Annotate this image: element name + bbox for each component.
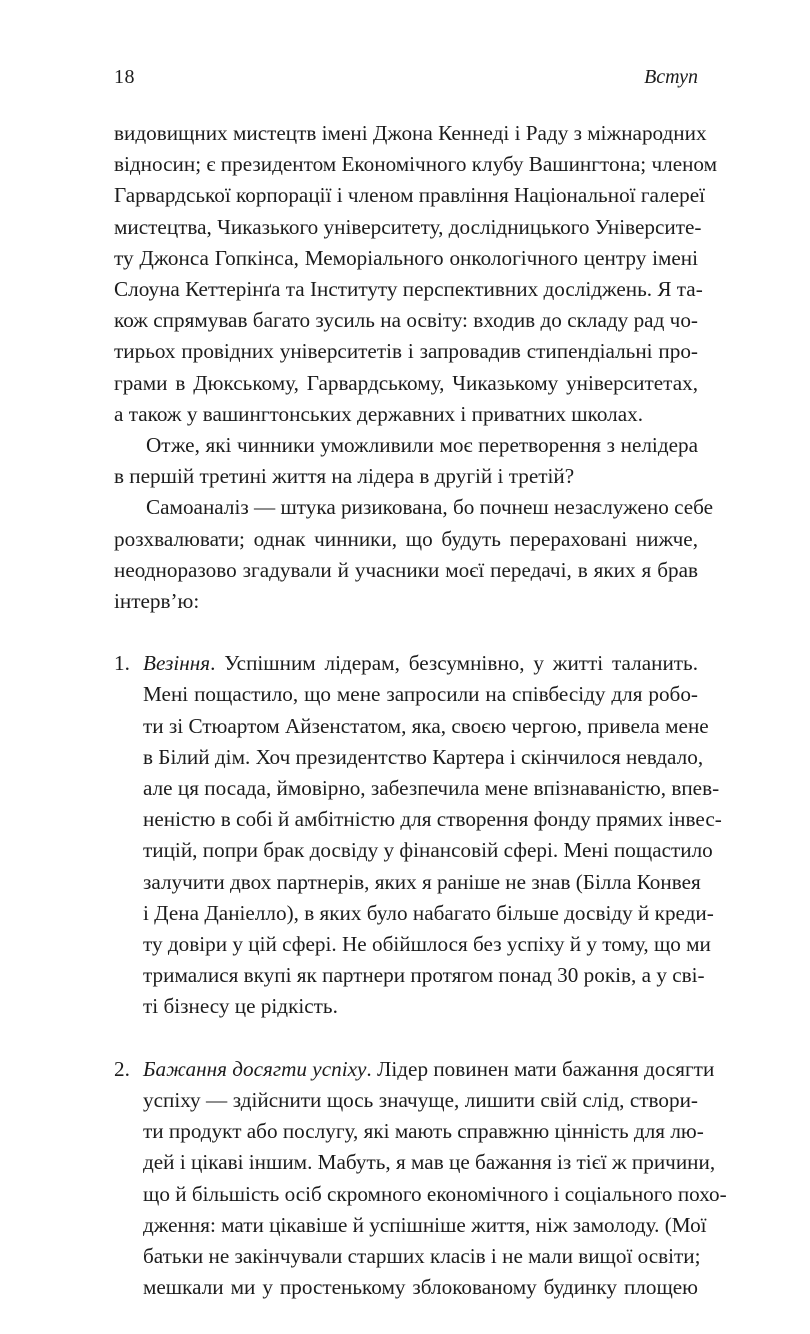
text-line: залучити двох партнерів, яких я раніше не знав (Білла Конвея (143, 869, 701, 894)
text-line: і Дена Даніелло), в яких було набагато більше досвіду й креди- (143, 900, 714, 925)
list-item-lead: Везіння (143, 651, 211, 676)
text-line: трималися вкупі як партнери протягом понад 30 років, а у сві- (143, 963, 705, 988)
text-line: Отже, які чинники уможливили моє перетворення з нелідера (146, 433, 698, 458)
text-line: ті бізнесу це рідкість. (143, 994, 338, 1019)
text-line: в Білий дім. Хоч президентство Картера і скінчилося невдало, (143, 744, 704, 769)
list-item (114, 648, 722, 1022)
running-header (114, 66, 698, 96)
text-line: але ця посада, ймовірно, забезпечила мене впізнаваністю, впев- (143, 776, 720, 801)
numbered-list (114, 648, 727, 1303)
text-line: ти зі Стюартом Айзенстатом, яка, своєю чергою, привела мене (143, 713, 709, 738)
paragraph (114, 430, 698, 492)
text-line: мешкали ми у простенькому зблокованому будинку площею (143, 1275, 698, 1300)
text-line: видовищних мистецтв імені Джона Кеннеді і Раду з міжнародних (114, 121, 707, 145)
list-item-number: 2. (114, 1056, 130, 1081)
text-line: грами в Дюкському, Гарвардському, Чиказькому університетах, (114, 370, 698, 395)
text-line: . Лідер повинен мати бажання досягти (366, 1056, 715, 1081)
text-line: Мені пощастило, що мене запросили на співбесіду для робо- (143, 682, 698, 707)
text-line: кож спрямував багато зусиль на освіту: входив до складу рад чо- (114, 308, 698, 333)
text-line: дження: мати цікавіше й успішніше життя, ніж замолоду. (Мої (143, 1212, 707, 1237)
text-line: успіху — здійснити щось значуще, лишити свій слід, створи- (143, 1087, 698, 1112)
text-line: неодноразово згадували й учасники моєї передачі, в яких я брав (114, 557, 698, 582)
text-line: ту Джонса Гопкінса, Меморіального онкологічного центру імені (114, 245, 698, 270)
paragraph (114, 492, 714, 617)
list-item-lead: Бажання досягти успіху (143, 1056, 367, 1081)
text-line: тирьох провідних університетів і запровадив стипендіальні про- (114, 339, 698, 364)
text-line: мистецтва, Чиказького університету, дослідницького Університе- (114, 214, 702, 239)
text-line: Гарвардської корпорації і членом правління Національної галереї (114, 183, 705, 208)
text-line: неністю в собі й амбітністю для створення фонду прямих інвес- (143, 807, 722, 832)
text-line: в першій третині життя на лідера в другій і третій? (114, 464, 575, 489)
text-line: що й більшість осіб скромного економічного і соціального похо- (143, 1181, 727, 1206)
text-line: ти продукт або послугу, які мають справжню цінність для лю- (143, 1119, 704, 1144)
page-number: 18 (114, 66, 135, 88)
text-line: інтерв’ю: (114, 589, 200, 614)
text-line: відносин; є президентом Економічного клубу Вашингтона; членом (114, 152, 718, 177)
text-line: тицій, попри брак досвіду у фінансовій сфері. Мені пощастило (143, 838, 713, 863)
body-text (114, 118, 727, 1334)
paragraph (114, 118, 718, 430)
text-line: а також у вашингтонських державних і приватних школах. (114, 401, 644, 426)
text-line: ту довіри у цій сфері. Не обійшлося без успіху й у тому, що ми (143, 932, 711, 957)
list-item-number: 1. (114, 651, 130, 676)
list-item (114, 1054, 727, 1304)
text-line: батьки не закінчували старших класів і не мали вищої освіти; (143, 1243, 701, 1268)
section-title: Вступ (644, 66, 698, 88)
text-line: розхвалювати; однак чинники, що будуть перераховані нижче, (114, 526, 698, 551)
text-line: Слоуна Кеттерінґа та Інституту перспективних досліджень. Я та- (114, 277, 703, 302)
text-line: . Успішним лідерам, безсумнівно, у житті таланить. (210, 651, 698, 676)
text-line: Самоаналіз — штука ризикована, бо почнеш незаслужено себе (146, 495, 714, 520)
text-line: дей і цікаві іншим. Мабуть, я мав це бажання із тієї ж причини, (143, 1150, 716, 1175)
